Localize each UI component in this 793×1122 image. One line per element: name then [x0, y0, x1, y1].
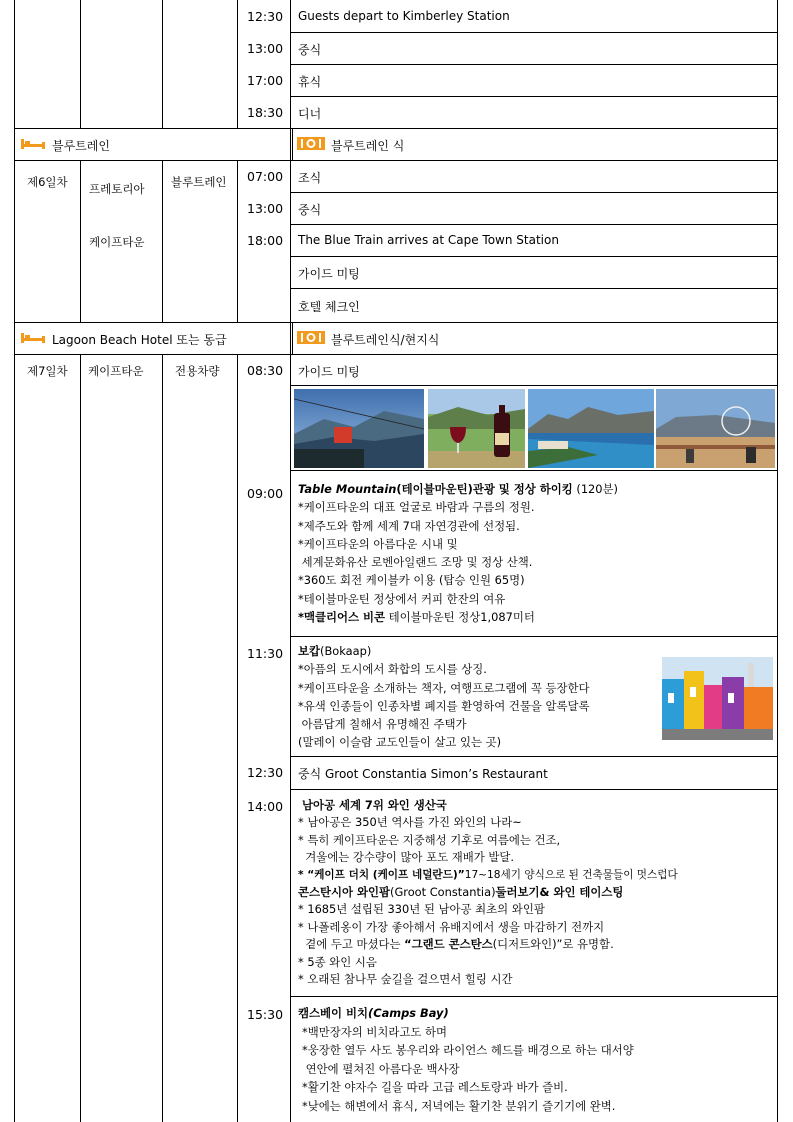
description-text: 곁에 두고 마셨다는 [298, 937, 405, 952]
description-line: * 5종 와인 시음 [298, 954, 377, 969]
grid-line [290, 385, 778, 386]
grid-line [80, 354, 81, 1122]
bokaap-description [298, 642, 590, 752]
schedule-text: 중식 [298, 203, 322, 217]
grid-line [292, 128, 293, 160]
wine-title: 남아공 세계 7위 와인 생산국 [298, 798, 447, 812]
description-line: *360도 회전 케이블카 이용 (탑승 인원 65명) [298, 573, 525, 588]
grid-line [290, 192, 778, 193]
grid-line [290, 470, 778, 471]
camps-bay-photo [528, 389, 654, 468]
bokaap-title [298, 642, 590, 660]
description-line: *유색 인종들이 인종차별 폐지를 환영하여 건물을 알록달록 [298, 698, 590, 713]
time-cell: 14:00 [247, 799, 284, 814]
grid-line [14, 160, 778, 161]
time-cell: 09:00 [247, 486, 284, 501]
grid-line [290, 322, 291, 354]
maclears-beacon: *맥클리어스 비콘 [298, 610, 385, 625]
time-cell: 12:30 [247, 765, 284, 780]
day-label: 제7일차 [27, 364, 68, 378]
time-cell: 07:00 [247, 169, 284, 184]
grid-line [14, 160, 15, 322]
grid-line [290, 256, 778, 257]
schedule-text: 중식 [298, 43, 322, 57]
grid-line [290, 996, 778, 997]
table-mountain-description [298, 480, 618, 626]
time-cell: 17:00 [247, 73, 284, 88]
time-cell: 15:30 [247, 1007, 284, 1022]
description-line: (말레이 이슬람 교도인들이 살고 있는 곳) [298, 735, 502, 750]
camps-bay-title [298, 1004, 634, 1023]
grid-line [290, 636, 778, 637]
schedule-text: 가이드 미팅 [298, 267, 360, 281]
grid-line [290, 756, 778, 757]
time-cell: 12:30 [247, 9, 284, 24]
summit-height: 테이블마운틴 정상1,087미터 [384, 610, 535, 625]
grid-line [290, 32, 778, 33]
meal-icon [297, 331, 325, 344]
grid-line [14, 0, 15, 128]
schedule-text: 휴식 [298, 75, 322, 89]
day-label: 제6일차 [27, 175, 68, 189]
grid-line [162, 160, 163, 322]
place-name: 프레토리아 [89, 182, 145, 196]
schedule-text: The Blue Train arrives at Cape Town Station [298, 233, 559, 247]
schedule-text: 중식 Groot Constantia Simon’s Restaurant [298, 767, 548, 781]
time-cell: 18:30 [247, 105, 284, 120]
grid-line [14, 354, 15, 1122]
grid-line [237, 0, 238, 128]
constantia-en: (Groot Constantia) [390, 885, 496, 900]
time-cell: 18:00 [247, 233, 284, 248]
description-line: *제주도와 함께 세계 7대 자연경관에 선정됨. [298, 518, 520, 533]
description-line: *웅장한 열두 사도 봉우리와 라이언스 헤드를 배경으로 하는 대서양 [302, 1043, 634, 1058]
grid-line [14, 322, 15, 354]
grid-line [14, 322, 778, 323]
schedule-text: 호텔 체크인 [298, 300, 360, 314]
time-cell: 08:30 [247, 363, 284, 378]
waterfront-ferris-wheel-photo [656, 389, 775, 468]
grid-line [292, 322, 293, 354]
hotel-name: Lagoon Beach Hotel 또는 동급 [52, 333, 227, 347]
time-cell: 13:00 [247, 41, 284, 56]
bed-icon [20, 332, 46, 344]
grid-line [162, 0, 163, 128]
cape-dutch-title: * “케이프 더치 (케이프 네덜란드)” [298, 868, 465, 881]
schedule-text: 디너 [298, 107, 322, 121]
description-line [298, 608, 618, 626]
table-mountain-cablecar-photo [294, 389, 424, 468]
description-line: * 오래된 참나무 숲길을 걸으면서 힐링 시간 [298, 972, 513, 987]
grand-constance-note: (디저트와인)”로 유명함. [492, 937, 614, 952]
camps-bay-title-ko: 캠스베이 비치 [298, 1006, 368, 1020]
grid-line [80, 0, 81, 128]
description-line: 겨울에는 강수량이 많아 포도 재배가 발달. [298, 850, 515, 865]
grid-line [777, 160, 778, 322]
schedule-text: 가이드 미팅 [298, 365, 360, 379]
time-cell: 11:30 [247, 646, 284, 661]
constantia-ko: 콘스탄시아 와인팜 [298, 885, 390, 900]
bed-icon [20, 138, 46, 150]
description-line [298, 867, 678, 884]
meal-icon [297, 137, 325, 150]
table-mountain-title-ko: (테이블마운틴)관광 및 정상 하이킹 [396, 482, 573, 496]
description-line: * 남아공은 350년 역사를 가진 와인의 나라~ [298, 815, 522, 830]
description-line: * 특히 케이프타운은 지중해성 기후로 여름에는 건조, [298, 832, 561, 847]
grid-line [237, 160, 238, 322]
bokaap-title-en: (Bokaap) [320, 644, 372, 658]
grid-line [14, 354, 778, 355]
description-line: *낮에는 해변에서 휴식, 저녁에는 활기찬 분위기 즐기기에 완벽. [302, 1098, 616, 1113]
description-line: *아픔의 도시에서 화합의 도시를 상징. [298, 662, 487, 677]
place-name: 케이프타운 [88, 364, 144, 378]
description-line: 아름답게 칠해서 유명해진 주택가 [298, 717, 467, 732]
schedule-text: 조식 [298, 171, 322, 185]
grid-line [777, 128, 778, 160]
description-line: * 1685년 설립된 330년 된 남아공 최초의 와인팜 [298, 902, 545, 917]
grid-line [80, 160, 81, 322]
grid-line [290, 224, 778, 225]
description-line: *케이프타운의 대표 얼굴로 바람과 구름의 정원. [298, 500, 535, 515]
grid-line [290, 64, 778, 65]
grid-line [14, 128, 15, 160]
grid-line [777, 322, 778, 354]
grid-line [290, 160, 291, 322]
table-mountain-duration: (120분) [572, 482, 619, 496]
transport-label: 전용차량 [175, 364, 220, 378]
table-mountain-title-en: Table Mountain [298, 482, 397, 496]
wine-glass-photo [428, 389, 525, 468]
description-line: *활기찬 야자수 길을 따라 고급 레스토랑과 바가 즐비. [302, 1080, 568, 1095]
hotel-name: 블루트레인 [52, 139, 110, 153]
grid-line [290, 96, 778, 97]
grid-line [290, 288, 778, 289]
grid-line [162, 354, 163, 1122]
grid-line [237, 354, 238, 1122]
constantia-tasting: 둘러보기& 와인 테이스팅 [495, 885, 624, 900]
schedule-text: Guests depart to Kimberley Station [298, 9, 510, 23]
grand-constance: “그랜드 콘스탄스 [404, 937, 493, 952]
grid-line [290, 789, 778, 790]
transport-label: 블루트레인 [171, 175, 227, 189]
camps-bay-description [298, 1004, 634, 1116]
bokaap-title-ko: 보캅 [298, 644, 321, 658]
wine-description [298, 797, 678, 988]
table-mountain-title [298, 480, 618, 498]
grid-line [14, 128, 778, 129]
description-line: *케이프타운을 소개하는 책자, 여행프로그램에 꼭 등장한다 [298, 680, 590, 695]
cape-dutch-text: 17~18세기 양식으로 된 건축물들이 멋스럽다 [464, 868, 678, 881]
meal-info: 블루트레인식/현지식 [331, 333, 440, 347]
description-line: *케이프타운의 아름다운 시내 및 [298, 536, 458, 551]
description-line: *테이블마운틴 정상에서 커피 한잔의 여유 [298, 591, 506, 606]
camps-bay-title-en: (Camps Bay) [368, 1006, 449, 1020]
place-name: 케이프타운 [89, 235, 145, 249]
description-line [298, 936, 678, 953]
description-line: 연안에 펼쳐진 아름다운 백사장 [302, 1061, 460, 1076]
bokaap-colorful-houses-photo [662, 657, 773, 740]
description-line: * 나폴레옹이 가장 좋아해서 유배지에서 생을 마감하기 전까지 [298, 919, 605, 934]
time-cell: 13:00 [247, 201, 284, 216]
meal-info: 블루트레인 식 [331, 139, 405, 153]
description-line: 세계문화유산 로벤아일랜드 조망 및 정상 산책. [298, 555, 533, 570]
constantia-title [298, 884, 678, 901]
grid-line [290, 128, 291, 160]
description-line: *백만장자의 비치라고도 하며 [302, 1024, 447, 1039]
